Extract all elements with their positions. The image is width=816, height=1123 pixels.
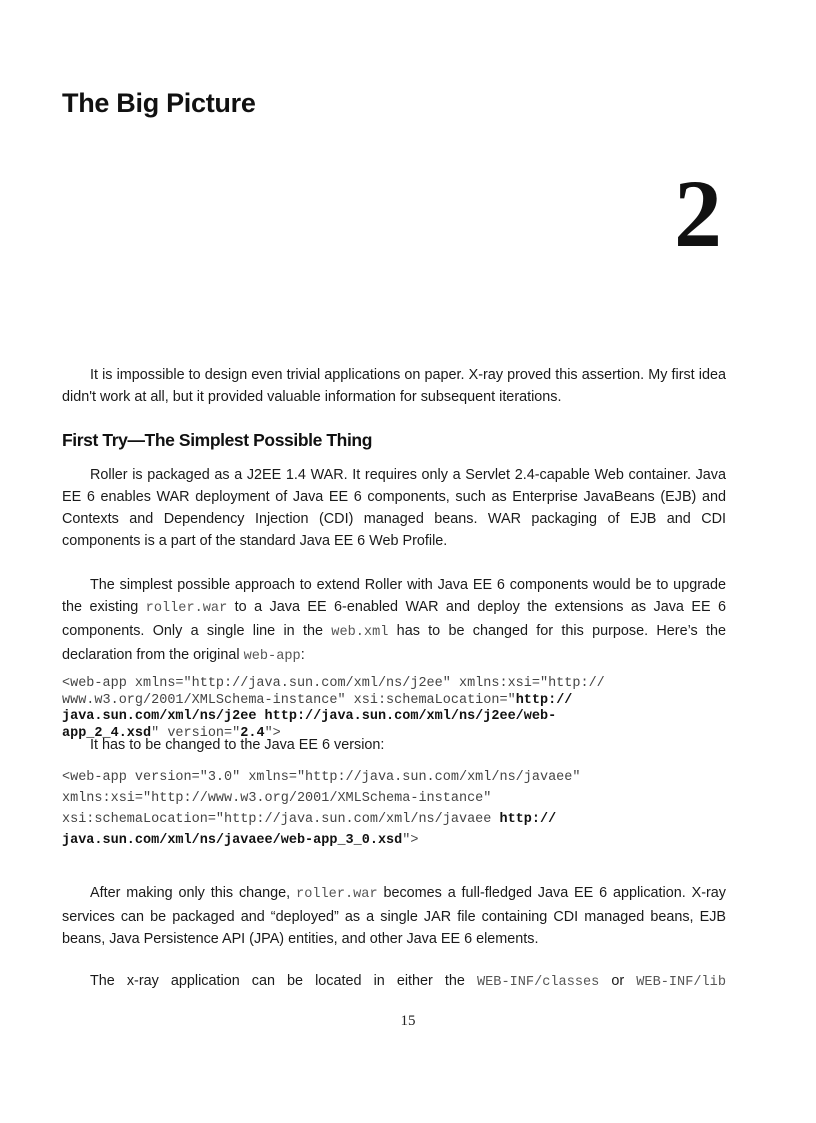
code-run: "> [402,833,419,848]
inline-code-roller-war: roller.war [145,601,228,616]
paragraph-after-change [62,882,726,950]
code-bold: java.sun.com/xml/ns/javaee/web-app_3_0.xsd [62,833,403,848]
paragraph-roller-packaging: Roller is packaged as a J2EE 1.4 WAR. It requires only a Servlet 2.4-capable Web container. Java EE 6 enables WAR deployment of Java EE 6 components, such as Enterprise JavaBeans (EJB) and Contexts and Dependency Injection (CDI) managed beans. WAR packaging of EJB and CDI components is a part of the standard Java EE 6 Web Profile. [62,467,726,549]
code-block-j2ee-web-app [62,676,742,742]
code-line: <web-app version="3.0" xmlns="http://java.sun.com/xml/ns/javaee" [62,770,581,785]
inline-code-web-xml: web.xml [331,625,389,640]
text-run: The x-ray application can be located in either the [90,973,477,989]
code-run: xsi:schemaLocation="http://java.sun.com/xml/ns/javaee [62,812,500,827]
paragraph-change-instruction: It has to be changed to the Java EE 6 version: [90,737,385,753]
code-bold: http:// [499,812,557,827]
paragraph-xray-location [62,970,726,994]
inline-code-web-inf-lib: WEB-INF/lib [636,975,726,990]
code-line: www.w3.org/2001/XMLSchema-instance" xsi:schemaLocation=" [62,692,516,708]
text-run: or [599,973,637,989]
inline-code-web-inf-classes: WEB-INF/classes [476,975,600,990]
inline-code-roller-war: roller.war [296,887,378,902]
code-line: xmlns:xsi="http://www.w3.org/2001/XMLSchema-instance" [62,791,492,806]
text-run: becomes a full-fledged Java EE 6 application. X-ray services can be packaged and “deployed” as a single JAR file containing CDI managed beans, EJB beans, Java Persistence API (JPA) entities, and other Java EE 6 elements. [62,885,726,947]
code-bold: app_2_4.xsd [62,725,152,741]
code-bold-line: java.sun.com/xml/ns/j2ee http://java.sun.com/xml/ns/j2ee/web- [62,709,557,724]
code-bold: http:// [515,692,573,708]
text-run: has to be changed for this purpose. Here’s the declaration from the original [62,623,727,663]
code-run: "> [264,725,281,741]
text-run: The simplest possible approach to extend Roller with Java EE 6 components would be to upgrade the existing [62,577,726,615]
code-run: " version=" [151,725,241,741]
paragraph-simplest-approach [62,574,726,668]
code-bold: 2.4 [240,725,265,741]
chapter-number: 2 [674,160,722,267]
section-heading: First Try—The Simplest Possible Thing [62,430,372,450]
text-run: to a Java EE 6-enabled WAR and deploy the extensions as Java EE 6 components. Only a single line in the [62,599,726,639]
code-line: <web-app xmlns="http://java.sun.com/xml/ns/j2ee" xmlns:xsi="http:// [62,676,605,691]
intro-paragraph: It is impossible to design even trivial applications on paper. X-ray proved this assertion. My first idea didn't work at all, but it provided valuable information for subsequent iterations. [62,367,726,405]
code-block-javaee-web-app [62,767,742,851]
text-run: After making only this change, [90,885,297,901]
page-number: 15 [400,1013,416,1029]
inline-code-web-app: web-app [243,649,301,664]
text-run: : [300,647,305,663]
chapter-title: The Big Picture [62,88,256,118]
